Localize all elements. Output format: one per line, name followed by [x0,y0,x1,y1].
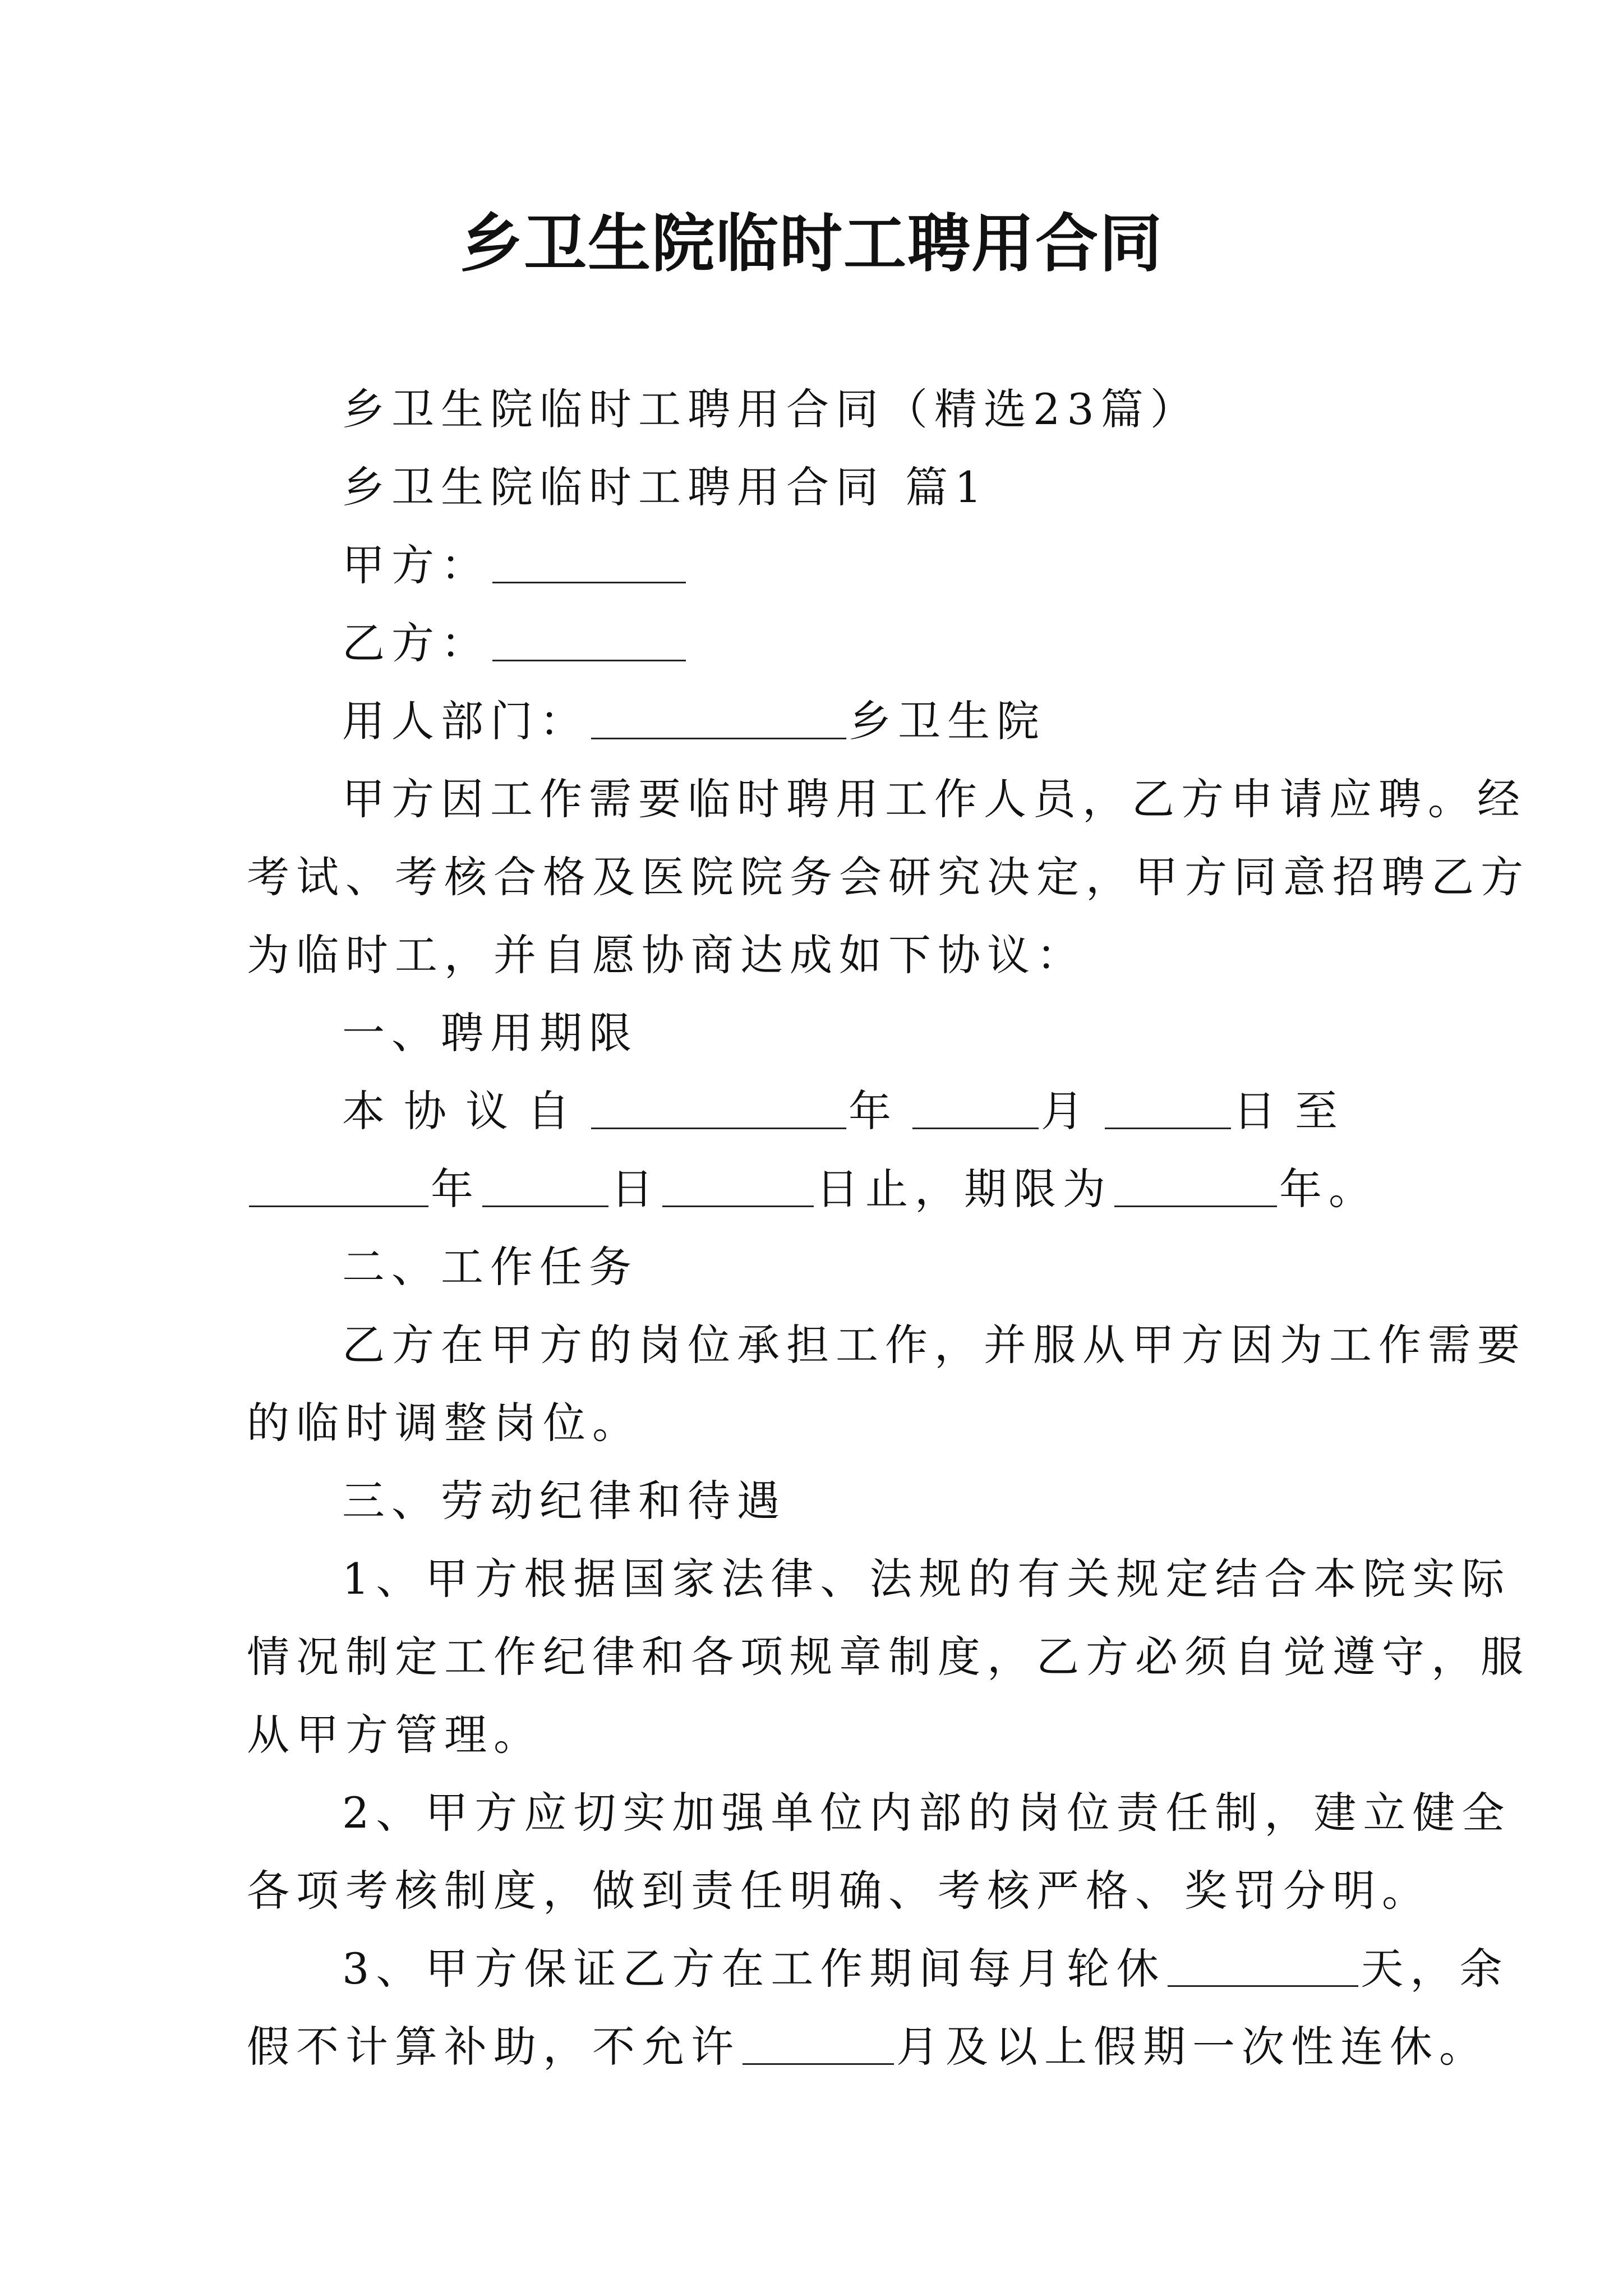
paragraph-line [247,838,1530,916]
party-a-blank [492,541,686,583]
dept-label: 用人部门： [342,696,589,746]
start-month-blank [912,1087,1039,1129]
paragraph-text: 为临时工，并自愿协商达成如下协议： [247,930,1086,980]
start-day-blank [1105,1087,1231,1129]
paragraph-text: 1、甲方根据国家法律、法规的有关规定结合本院实际 [342,1554,1511,1604]
dept-line [247,682,1385,760]
document-body [247,370,1530,2086]
date-range-line [247,1072,1385,1150]
subtitle-line [247,370,1385,448]
section-two-heading [247,1228,1385,1306]
paragraph-line [247,1774,1511,1852]
section-text: 三、劳动纪律和待遇 [342,1476,786,1526]
paragraph-line [247,1306,1527,1384]
paragraph-text: 2、甲方应切实加强单位内部的岗位责任制，建立健全 [342,1788,1511,1838]
party-b-blank [492,619,686,661]
section-text: 二、工作任务 [342,1242,638,1292]
paragraph-text: 月及以上假期一次性连休。 [896,2022,1488,2072]
paragraph-line [247,1384,1385,1462]
years-label: 年。 [1279,1164,1378,1214]
subtitle-text: 乡卫生院临时工聘用合同（精选23篇） [342,384,1200,434]
end-month-blank [482,1165,608,1207]
section-heading-text: 乡卫生院临时工聘用合同 篇1 [342,462,989,512]
term-years-blank [1114,1165,1277,1207]
section-text: 一、聘用期限 [342,1008,638,1058]
party-b-line [247,604,1385,682]
section-one-heading [247,994,1385,1072]
year-label: 年 [849,1086,910,1136]
party-b-label: 乙方： [342,618,490,668]
day-to-label: 日至 [1233,1086,1357,1136]
document-title: 乡卫生院临时工聘用合同 [460,208,1163,280]
party-a-label: 甲方： [342,540,490,590]
paragraph-text: 的临时调整岗位。 [247,1398,642,1448]
paragraph-line [247,1540,1511,1618]
paragraph-line [247,916,1385,994]
paragraph-line [247,1930,1509,2008]
party-a-line [247,526,1385,604]
section-three-heading [247,1462,1385,1540]
paragraph-line [247,1696,1385,1774]
end-day-blank [662,1165,814,1207]
paragraph-text: 情况制定工作纪律和各项规章制度，乙方必须自觉遵守，服 [247,1632,1530,1682]
paragraph-text: 天，余 [1361,1944,1509,1994]
month-label: 月 [1041,1086,1103,1136]
date-range-line-2 [247,1150,1385,1228]
paragraph-text: 假不计算补助，不允许 [247,2022,740,2072]
paragraph-text: 甲方因工作需要临时聘用工作人员，乙方申请应聘。经 [342,774,1527,824]
rest-days-blank [1168,1945,1358,1987]
end-year-blank [249,1165,428,1207]
paragraph-text: 考试、考核合格及医院院务会研究决定，甲方同意招聘乙方 [247,852,1530,902]
year-label-2: 年 [431,1164,480,1214]
paragraph-text: 从甲方管理。 [247,1710,543,1760]
date-from-label: 本协议自 [342,1086,589,1136]
paragraph-line [247,760,1527,838]
paragraph-line [247,2008,1488,2086]
dept-blank [591,697,846,739]
paragraph-text: 3、甲方保证乙方在工作期间每月轮休 [342,1944,1166,1994]
start-year-blank [591,1087,846,1129]
paragraph-text: 乙方在甲方的岗位承担工作，并服从甲方因为工作需要 [342,1320,1527,1370]
paragraph-line [247,1618,1530,1696]
day-label-2: 日 [611,1164,660,1214]
term-label: 日止，期限为 [816,1164,1112,1214]
leave-months-blank [743,2023,894,2065]
paragraph-text: 各项考核制度，做到责任明确、考核严格、奖罚分明。 [247,1866,1431,1916]
dept-value: 乡卫生院 [849,696,1046,746]
paragraph-line [247,1852,1431,1930]
section-heading-line [247,448,1385,526]
